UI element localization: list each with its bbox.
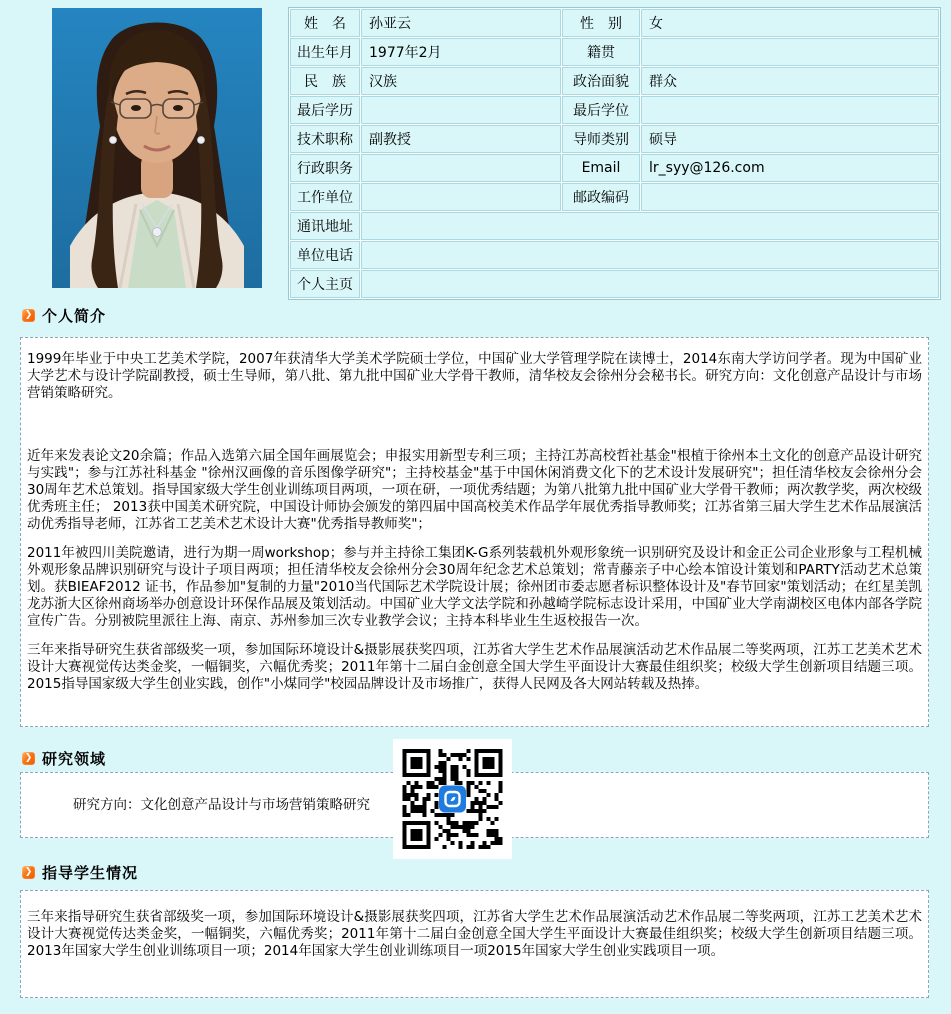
field-value-political: 群众 <box>641 67 939 95</box>
section-header-students <box>22 863 138 881</box>
field-value-name: 孙亚云 <box>361 9 561 37</box>
field-value-last-degree <box>641 96 939 124</box>
intro-paragraph-4: 三年来指导研究生获省部级奖一项，参加国际环境设计&摄影展获奖四项，江苏省大学生艺术作品展演活动艺术作品展二等奖两项，江苏工艺美术艺术设计大赛视觉传达类金奖，一幅铜奖，六幅优秀奖；2011年第十二届白金创意全国大学生平面设计大赛最佳组织奖；校级大学生创新项目结题三项。2015指导国家级大学生创业实践，创作"小煤同学"校园品牌设计及市场推广，获得人民网及各大网站转载及热捧。 <box>27 642 922 692</box>
table-row <box>290 183 939 211</box>
profile-info-table <box>288 7 941 300</box>
field-label-hometown: 籍贯 <box>562 38 640 66</box>
field-value-gender: 女 <box>641 9 939 37</box>
section-title-research: 研究领域 <box>42 749 107 768</box>
field-value-birth: 1977年2月 <box>361 38 561 66</box>
field-label-email: Email <box>562 154 640 182</box>
table-row <box>290 154 939 182</box>
field-label-ethnicity: 民 族 <box>290 67 360 95</box>
field-value-supervisor-type: 硕导 <box>641 125 939 153</box>
intro-section-box <box>20 337 929 727</box>
field-value-hometown <box>641 38 939 66</box>
field-value-work-unit <box>361 183 561 211</box>
table-row <box>290 9 939 37</box>
table-row <box>290 96 939 124</box>
section-title-intro: 个人简介 <box>42 306 107 325</box>
field-label-name: 姓 名 <box>290 9 360 37</box>
table-row <box>290 38 939 66</box>
field-label-last-education: 最后学历 <box>290 96 360 124</box>
table-row <box>290 241 939 269</box>
field-label-supervisor-type: 导师类别 <box>562 125 640 153</box>
intro-paragraph-3: 2011年被四川美院邀请，进行为期一周workshop；参与并主持徐工集团K-G系列装载机外观形象统一识别研究及设计和金正公司企业形象与工程机械外观形象品牌识别研究与设计子项目两项；担任清华校友会徐州分会30周年纪念艺术总策划；常青藤亲子中心绘本馆设计策划和PARTY活动艺术总策划。获BIEAF2012 证书，作品参加"复制的力量"2010当代国际艺术学院设计展；徐州团市委志愿者标识整体设计及"春节回家"策划活动；在红星美凯龙苏浙大区徐州商场举办创意设计环保作品展及策划活动。中国矿业大学文法学院和孙越崎学院标志设计采用，中国矿业大学南湖校区电体内部各学院宣传广告。分别被院里派往上海、南京、苏州参加三次专业教学会议；主持本科毕业生生返校报告一次。 <box>27 545 922 629</box>
field-label-last-degree: 最后学位 <box>562 96 640 124</box>
field-value-admin-post <box>361 154 561 182</box>
orange-arrow-bullet-icon: ❯ <box>22 309 35 322</box>
field-label-gender: 性 别 <box>562 9 640 37</box>
field-label-admin-post: 行政职务 <box>290 154 360 182</box>
field-label-address: 通讯地址 <box>290 212 360 240</box>
field-label-work-unit: 工作单位 <box>290 183 360 211</box>
field-value-ethnicity: 汉族 <box>361 67 561 95</box>
field-label-postal-code: 邮政编码 <box>562 183 640 211</box>
portrait-illustration <box>52 8 262 288</box>
section-header-research <box>22 749 106 767</box>
intro-paragraph-2: 近年来发表论文20余篇；作品入选第六届全国年画展览会；申报实用新型专利三项；主持江苏高校哲社基金"根植于徐州本土文化的创意产品设计研究与实践"；参与江苏社科基金 "徐州汉画像的音乐图像学研究"；主持校基金"基于中国休闲消费文化下的艺术设计发展研究"；担任清华校友会徐州分会30周年艺术总策划。指导国家级大学生创业训练项目两项，一项在研，一项优秀结题；为第八批第九批中国矿业大学骨干教师；两次教学奖，两次校级优秀班主任； 2013获中国美术研究院，中国设计师协会颁发的第四届中国高校美术作品学年展优秀指导教师奖；江苏省第三届大学生艺术作品展演活动优秀指导老师，江苏省工艺美术艺术设计大赛"优秀指导教师奖"； <box>27 448 922 532</box>
field-value-email: lr_syy@126.com <box>641 154 939 182</box>
intro-paragraph-1: 1999年毕业于中央工艺美术学院，2007年获清华大学美术学院硕士学位，中国矿业大学管理学院在读博士，2014东南大学访问学者。现为中国矿业大学艺术与设计学院副教授，硕士生导师，第八批、第九批中国矿业大学骨干教师，清华校友会徐州分会秘书长。研究方向：文化创意产品设计与市场营销策略研究。 <box>27 351 922 401</box>
students-section-box <box>20 890 929 998</box>
field-value-phone <box>361 241 939 269</box>
field-value-address <box>361 212 939 240</box>
orange-arrow-bullet-icon: ❯ <box>22 866 35 879</box>
qr-code <box>393 739 512 859</box>
table-row <box>290 67 939 95</box>
profile-photo <box>52 8 262 288</box>
section-title-students: 指导学生情况 <box>42 863 139 882</box>
table-row <box>290 125 939 153</box>
field-label-phone: 单位电话 <box>290 241 360 269</box>
table-row <box>290 212 939 240</box>
students-paragraph: 三年来指导研究生获省部级奖一项，参加国际环境设计&摄影展获奖四项，江苏省大学生艺术作品展演活动艺术作品展二等奖两项，江苏工艺美术艺术设计大赛视觉传达类金奖，一幅铜奖，六幅优秀奖；2011年第十二届白金创意全国大学生平面设计大赛最佳组织奖；校级大学生创新项目结题三项。2013年国家大学生创业训练项目一项；2014年国家大学生创业训练项目一项2015年国家大学生创业实践项目一项。 <box>27 909 922 959</box>
orange-arrow-bullet-icon: ❯ <box>22 752 35 765</box>
table-row <box>290 270 939 298</box>
field-value-homepage <box>361 270 939 298</box>
field-value-title: 副教授 <box>361 125 561 153</box>
field-label-homepage: 个人主页 <box>290 270 360 298</box>
field-value-postal-code <box>641 183 939 211</box>
field-value-last-education <box>361 96 561 124</box>
field-label-title: 技术职称 <box>290 125 360 153</box>
section-header-intro <box>22 306 106 324</box>
research-direction-text: 研究方向：文化创意产品设计与市场营销策略研究 <box>73 796 370 813</box>
field-label-birth: 出生年月 <box>290 38 360 66</box>
field-label-political: 政治面貌 <box>562 67 640 95</box>
